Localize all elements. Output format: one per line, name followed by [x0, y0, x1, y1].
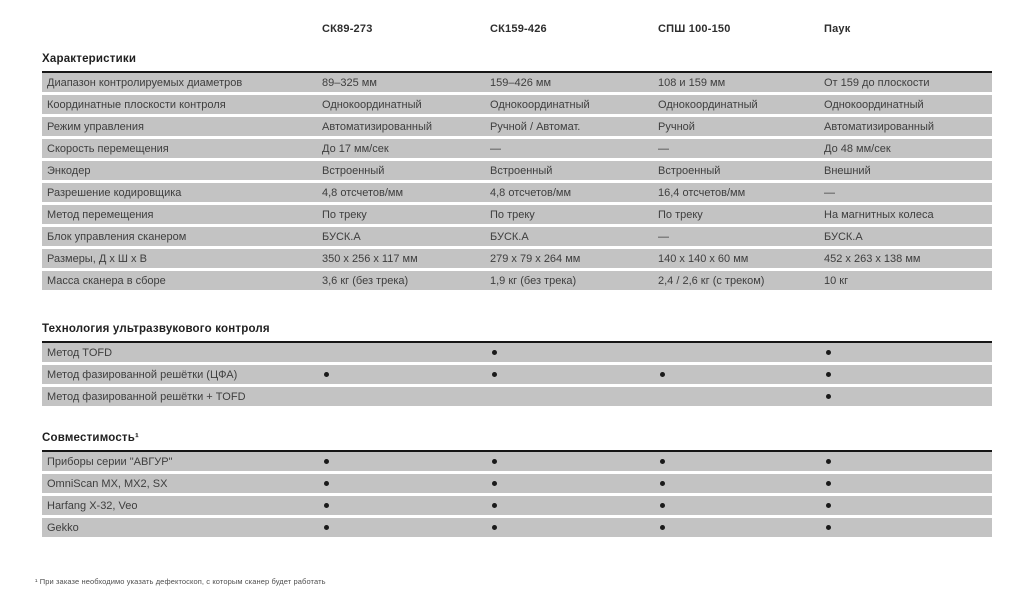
cell-value: 10 кг — [824, 274, 849, 287]
row-label: Координатные плоскости контроля — [47, 98, 226, 111]
column-header-spsh-100-150: СПШ 100-150 — [658, 23, 731, 35]
column-header-sk89-273: СК89-273 — [322, 23, 373, 35]
cell-value: БУСК.А — [322, 230, 361, 243]
cell-value: До 17 мм/сек — [322, 142, 389, 155]
cell-value: 16,4 отсчетов/мм — [658, 186, 746, 199]
column-header-spacer — [42, 23, 322, 35]
cell-value — [658, 500, 824, 512]
row-label: Размеры, Д х Ш х В — [47, 252, 147, 265]
bullet-dot — [492, 481, 497, 486]
bullet-dot — [826, 481, 831, 486]
row-label: Gekko — [47, 521, 79, 534]
cell-value — [490, 522, 658, 534]
bullet-dot — [826, 350, 831, 355]
bullet-dot — [660, 481, 665, 486]
compatibility-table — [42, 450, 992, 537]
row-label: Масса сканера в сборе — [47, 274, 166, 287]
footnote: ¹ При заказе необходимо указать дефектоскоп, с которым сканер будет работать — [35, 577, 326, 586]
cell-value: 89–325 мм — [322, 76, 377, 89]
table-row — [42, 73, 992, 92]
cell-value — [490, 369, 658, 381]
cell-value: По треку — [322, 208, 367, 221]
cell-value: 350 x 256 x 117 мм — [322, 252, 418, 265]
bullet-dot — [324, 459, 329, 464]
section-title-compatibility: Совместимость¹ — [42, 432, 140, 444]
cell-value: Однокоординатный — [322, 98, 422, 111]
cell-value — [658, 456, 824, 468]
cell-value: Встроенный — [490, 164, 553, 177]
table-row — [42, 227, 992, 246]
row-label: Метод TOFD — [47, 346, 113, 359]
cell-value: 279 x 79 x 264 мм — [490, 252, 581, 265]
bullet-dot — [492, 372, 497, 377]
cell-value: До 48 мм/сек — [824, 142, 891, 155]
cell-value — [322, 478, 490, 490]
cell-value: По треку — [490, 208, 535, 221]
cell-value: От 159 до плоскости — [824, 76, 930, 89]
bullet-dot — [660, 503, 665, 508]
cell-value: По треку — [658, 208, 703, 221]
cell-value: БУСК.А — [490, 230, 529, 243]
row-label: Метод фазированной решётки (ЦФА) — [47, 368, 238, 381]
bullet-dot — [826, 503, 831, 508]
cell-value: Ручной / Автомат. — [490, 120, 581, 133]
cell-value: 140 x 140 x 60 мм — [658, 252, 749, 265]
cell-value: 108 и 159 мм — [658, 76, 726, 89]
cell-value — [824, 391, 992, 403]
cell-value: 4,8 отсчетов/мм — [490, 186, 572, 199]
table-row — [42, 139, 992, 158]
cell-value: — — [490, 142, 501, 155]
table-row — [42, 205, 992, 224]
table-row — [42, 95, 992, 114]
row-label: Разрешение кодировщика — [47, 186, 182, 199]
table-row — [42, 117, 992, 136]
cell-value: 159–426 мм — [490, 76, 552, 89]
cell-value: 2,4 / 2,6 кг (с треком) — [658, 274, 765, 287]
cell-value: БУСК.А — [824, 230, 863, 243]
cell-value: — — [824, 186, 835, 199]
ultrasonic-technology-table — [42, 341, 992, 406]
cell-value — [658, 369, 824, 381]
bullet-dot — [826, 525, 831, 530]
cell-value: 452 x 263 x 138 мм — [824, 252, 921, 265]
column-header-row — [42, 23, 992, 35]
bullet-dot — [660, 459, 665, 464]
cell-value — [824, 347, 992, 359]
bullet-dot — [660, 525, 665, 530]
table-row — [42, 343, 992, 362]
row-label: Приборы серии "АВГУР" — [47, 455, 173, 468]
row-label: OmniScan MX, MX2, SX — [47, 477, 168, 490]
bullet-dot — [826, 394, 831, 399]
row-label: Режим управления — [47, 120, 144, 133]
table-row — [42, 271, 992, 290]
section-title-characteristics: Характеристики — [42, 53, 137, 65]
table-row — [42, 365, 992, 384]
cell-value: Встроенный — [322, 164, 385, 177]
table-row — [42, 183, 992, 202]
table-row — [42, 474, 992, 493]
table-row — [42, 452, 992, 471]
table-row — [42, 249, 992, 268]
cell-value — [824, 456, 992, 468]
cell-value — [824, 369, 992, 381]
cell-value: — — [658, 142, 669, 155]
cell-value — [322, 500, 490, 512]
cell-value — [322, 522, 490, 534]
bullet-dot — [324, 503, 329, 508]
bullet-dot — [826, 459, 831, 464]
cell-value: Встроенный — [658, 164, 721, 177]
bullet-dot — [492, 459, 497, 464]
bullet-dot — [492, 350, 497, 355]
bullet-dot — [492, 525, 497, 530]
cell-value: Внешний — [824, 164, 871, 177]
table-row — [42, 496, 992, 515]
cell-value — [490, 347, 658, 359]
bullet-dot — [324, 481, 329, 486]
bullet-dot — [324, 525, 329, 530]
cell-value — [490, 500, 658, 512]
table-row — [42, 518, 992, 537]
row-label: Энкодер — [47, 164, 91, 177]
table-row — [42, 387, 992, 406]
bullet-dot — [660, 372, 665, 377]
cell-value — [490, 456, 658, 468]
row-label: Harfang X-32, Veo — [47, 499, 138, 512]
bullet-dot — [826, 372, 831, 377]
bullet-dot — [492, 503, 497, 508]
row-label: Скорость перемещения — [47, 142, 169, 155]
cell-value: На магнитных колеса — [824, 208, 934, 221]
cell-value: 4,8 отсчетов/мм — [322, 186, 404, 199]
characteristics-table — [42, 71, 992, 290]
column-header-sk159-426: СК159-426 — [490, 23, 547, 35]
cell-value — [658, 522, 824, 534]
cell-value: Однокоординатный — [824, 98, 924, 111]
cell-value: Однокоординатный — [658, 98, 758, 111]
cell-value — [322, 369, 490, 381]
column-header-pauk: Паук — [824, 23, 851, 35]
cell-value — [658, 478, 824, 490]
section-title-ultrasonic-technology: Технология ультразвукового контроля — [42, 323, 270, 335]
row-label: Метод фазированной решётки + TOFD — [47, 390, 246, 403]
cell-value: Автоматизированный — [322, 120, 433, 133]
row-label: Метод перемещения — [47, 208, 154, 221]
cell-value — [824, 522, 992, 534]
cell-value: Однокоординатный — [490, 98, 590, 111]
cell-value — [824, 478, 992, 490]
row-label: Блок управления сканером — [47, 230, 187, 243]
table-row — [42, 161, 992, 180]
cell-value — [824, 500, 992, 512]
bullet-dot — [324, 372, 329, 377]
cell-value: 3,6 кг (без трека) — [322, 274, 409, 287]
cell-value — [322, 456, 490, 468]
row-label: Диапазон контролируемых диаметров — [47, 76, 243, 89]
cell-value: Автоматизированный — [824, 120, 935, 133]
cell-value: 1,9 кг (без трека) — [490, 274, 577, 287]
cell-value: — — [658, 230, 669, 243]
cell-value: Ручной — [658, 120, 695, 133]
cell-value — [490, 478, 658, 490]
